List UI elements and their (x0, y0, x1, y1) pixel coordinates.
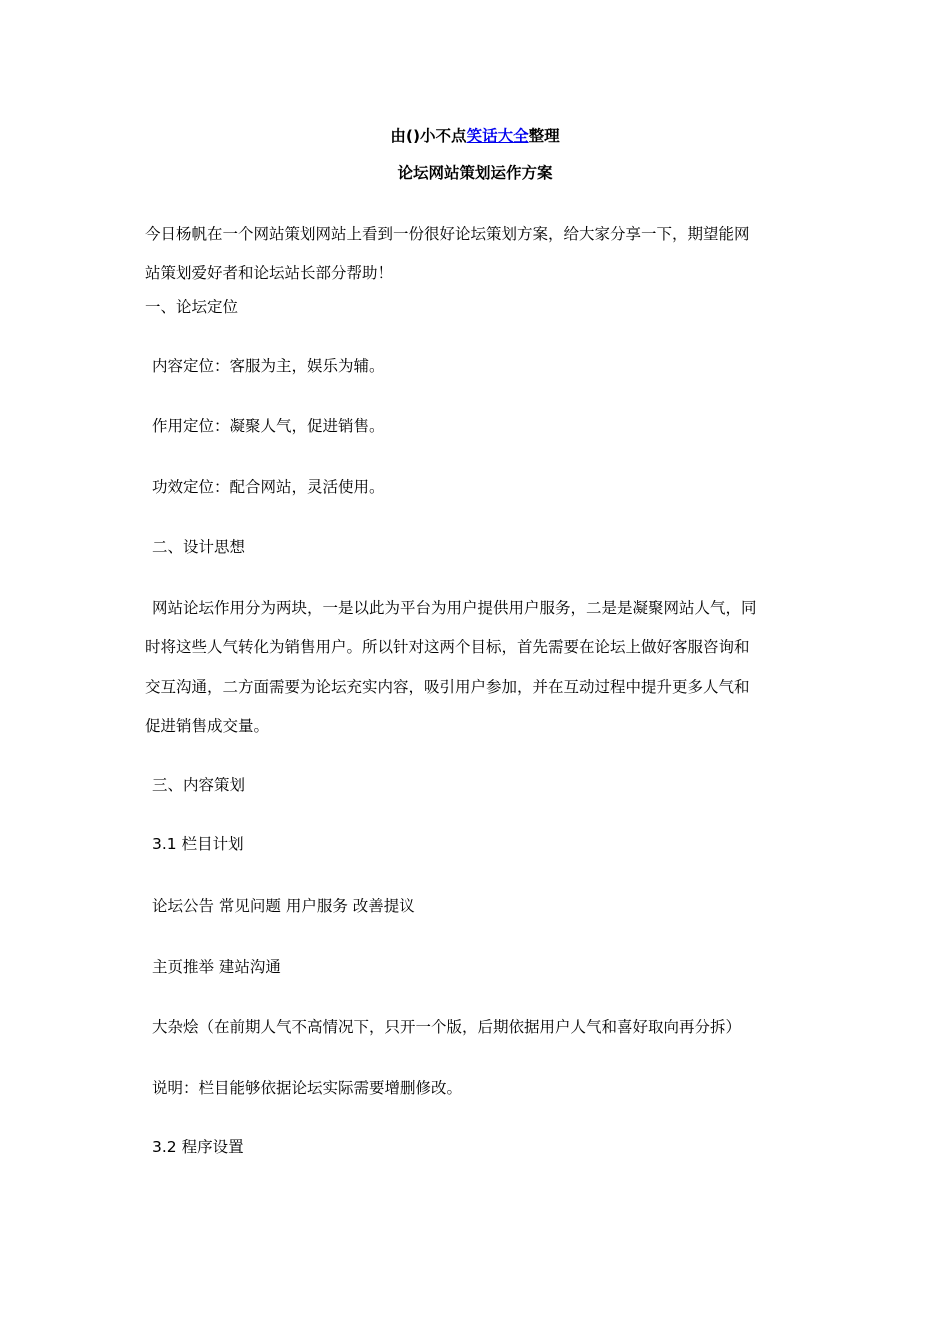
section2-para-line-3: 交互沟通，二方面需要为论坛充实内容，吸引用户参加，并在互动过程中提升更多人气和 (145, 678, 750, 696)
credit-prefix: 由()小不点 (390, 127, 467, 145)
credit-suffix: 整理 (528, 127, 560, 145)
section1-item-function: 功效定位：配合网站，灵活使用。 (152, 478, 385, 496)
section2-para-line-2: 时将这些人气转化为销售用户。所以针对这两个目标，首先需要在论坛上做好客服咨询和 (145, 638, 750, 656)
jokes-link[interactable]: 笑话大全 (466, 127, 529, 145)
document-title: 论坛网站策划运作方案 (397, 164, 553, 182)
subsection-number: 3.2 (152, 1138, 177, 1156)
source-credit (0, 126, 950, 146)
subsection-title: 栏目计划 (181, 835, 244, 853)
intro-line-1: 今日杨帆在一个网站策划网站上看到一份很好论坛策划方案，给大家分享一下，期望能网 (145, 225, 750, 243)
section1-heading: 一、论坛定位 (145, 298, 239, 316)
subsection-number: 3.1 (152, 835, 177, 853)
section1-item-content: 内容定位：客服为主，娱乐为辅。 (152, 357, 385, 375)
section1-item-role: 作用定位：凝聚人气，促进销售。 (152, 417, 385, 435)
section2-para-line-1: 网站论坛作用分为两块，一是以此为平台为用户提供用户服务，二是是凝聚网站人气，同 (152, 599, 757, 617)
intro-line-2: 站策划爱好者和论坛站长部分帮助！ (145, 264, 394, 282)
column-list-line-3: 大杂烩（在前期人气不高情况下，只开一个版，后期依据用户人气和喜好取向再分拆） (152, 1018, 742, 1036)
column-list-line-2: 主页推举 建站沟通 (152, 958, 281, 976)
section2-para-line-4: 促进销售成交量。 (145, 717, 270, 735)
column-note: 说明：栏目能够依据论坛实际需要增删修改。 (152, 1079, 463, 1097)
column-list-line-1: 论坛公告 常见问题 用户服务 改善提议 (152, 897, 415, 915)
subsection-title: 程序设置 (181, 1138, 244, 1156)
section2-heading: 二、设计思想 (152, 538, 246, 556)
subsection-3-1-heading (152, 834, 244, 854)
subsection-3-2-heading (152, 1137, 244, 1157)
section3-heading: 三、内容策划 (152, 776, 246, 794)
